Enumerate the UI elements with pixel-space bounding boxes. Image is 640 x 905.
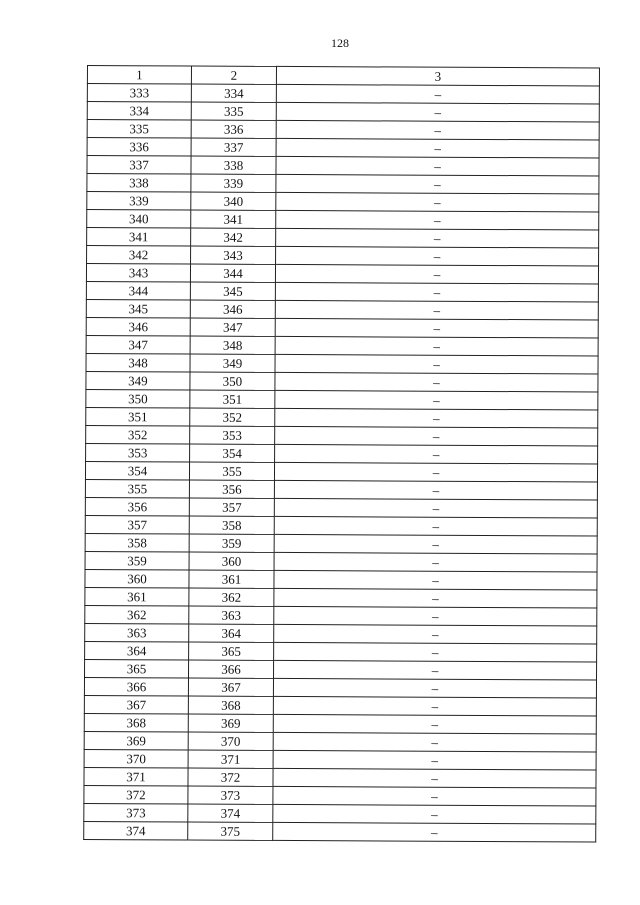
table-cell-col-2: 369 [188, 714, 273, 732]
table-cell-col-3: – [275, 408, 598, 428]
table-cell-col-2: 361 [189, 570, 274, 588]
column-header-1: 1 [87, 66, 191, 85]
table-cell-col-3: – [276, 210, 599, 230]
table-cell-col-2: 373 [188, 786, 273, 804]
table-cell-col-2: 357 [189, 498, 274, 516]
table-cell-col-3: – [275, 318, 598, 338]
table-cell-col-3: – [274, 606, 597, 626]
table-cell-col-1: 336 [87, 138, 191, 157]
table-cell-col-1: 342 [87, 246, 191, 265]
table-cell-col-1: 371 [84, 767, 188, 786]
table-cell-col-1: 356 [85, 497, 189, 516]
table-cell-col-3: – [275, 354, 598, 374]
table-cell-col-1: 344 [86, 281, 190, 300]
table-cell-col-2: 334 [191, 84, 276, 102]
table-cell-col-1: 361 [85, 587, 189, 606]
table-cell-col-3: – [275, 426, 598, 446]
table-cell-col-1: 350 [86, 389, 190, 408]
table-cell-col-3: – [274, 570, 597, 590]
table-cell-col-3: – [276, 102, 599, 122]
table-cell-col-1: 367 [84, 695, 188, 714]
table-cell-col-2: 344 [190, 264, 275, 282]
table-cell-col-3: – [276, 192, 599, 212]
table-cell-col-2: 350 [190, 372, 275, 390]
column-header-3: 3 [276, 66, 599, 86]
table-cell-col-1: 369 [84, 731, 188, 750]
table-cell-col-1: 353 [86, 443, 190, 462]
table-cell-col-3: – [273, 732, 596, 752]
table-cell-col-2: 367 [188, 678, 273, 696]
table-cell-col-3: – [276, 156, 599, 176]
table-cell-col-3: – [275, 282, 598, 302]
table-cell-col-1: 365 [85, 659, 189, 678]
table-cell-col-3: – [273, 714, 596, 734]
table-cell-col-2: 356 [189, 480, 274, 498]
table-cell-col-2: 343 [191, 246, 276, 264]
table-cell-col-1: 352 [86, 425, 190, 444]
table-cell-col-1: 340 [87, 210, 191, 229]
table-cell-col-1: 366 [84, 677, 188, 696]
table-cell-col-3: – [273, 786, 596, 806]
table-cell-col-2: 374 [188, 804, 273, 822]
table-cell-col-2: 360 [189, 552, 274, 570]
table-cell-col-1: 339 [87, 192, 191, 211]
table-cell-col-2: 375 [188, 822, 273, 840]
table-cell-col-2: 355 [189, 462, 274, 480]
table-cell-col-3: – [274, 534, 597, 554]
table-cell-col-2: 358 [189, 516, 274, 534]
table-cell-col-1: 341 [87, 228, 191, 247]
table-cell-col-1: 354 [85, 461, 189, 480]
table-cell-col-3: – [276, 138, 599, 158]
table-cell-col-1: 347 [86, 335, 190, 354]
table-cell-col-2: 359 [189, 534, 274, 552]
table-cell-col-3: – [273, 750, 596, 770]
table-cell-col-2: 349 [190, 354, 275, 372]
table-cell-col-2: 365 [189, 642, 274, 660]
table-cell-col-2: 346 [190, 300, 275, 318]
page-number: 128 [331, 36, 349, 50]
table-cell-col-2: 363 [189, 606, 274, 624]
table-cell-col-1: 370 [84, 749, 188, 768]
table-cell-col-3: – [276, 174, 599, 194]
table-cell-col-1: 364 [85, 641, 189, 660]
data-table [83, 65, 600, 842]
table-cell-col-3: – [274, 642, 597, 662]
table-cell-col-2: 366 [189, 660, 274, 678]
table-cell-col-2: 362 [189, 588, 274, 606]
table-cell-col-2: 371 [188, 750, 273, 768]
table-cell-col-3: – [275, 300, 598, 320]
table-cell-col-1: 333 [87, 84, 191, 103]
table-cell-col-1: 334 [87, 102, 191, 121]
table-row [84, 821, 596, 842]
table-cell-col-2: 351 [190, 390, 275, 408]
table-cell-col-1: 373 [84, 803, 188, 822]
table-cell-col-1: 358 [85, 533, 189, 552]
table-cell-col-1: 348 [86, 353, 190, 372]
table-cell-col-1: 338 [87, 174, 191, 193]
table-cell-col-1: 355 [85, 479, 189, 498]
table-cell-col-3: – [273, 768, 596, 788]
table-cell-col-3: – [274, 660, 597, 680]
table-cell-col-1: 362 [85, 605, 189, 624]
table-cell-col-3: – [275, 390, 598, 410]
table-cell-col-2: 337 [191, 138, 276, 156]
table-body [84, 66, 600, 842]
table-cell-col-2: 339 [191, 174, 276, 192]
table-cell-col-1: 335 [87, 120, 191, 139]
table-cell-col-1: 337 [87, 156, 191, 175]
table-cell-col-3: – [275, 372, 598, 392]
table-cell-col-2: 352 [190, 408, 275, 426]
table-cell-col-2: 364 [189, 624, 274, 642]
table-cell-col-2: 354 [190, 444, 275, 462]
table-cell-col-2: 341 [191, 210, 276, 228]
table-cell-col-1: 368 [84, 713, 188, 732]
table-cell-col-2: 353 [190, 426, 275, 444]
table-cell-col-3: – [276, 228, 599, 248]
table-cell-col-2: 345 [190, 282, 275, 300]
table-cell-col-1: 360 [85, 569, 189, 588]
table-cell-col-1: 346 [86, 317, 190, 336]
table-cell-col-3: – [274, 588, 597, 608]
table-cell-col-1: 372 [84, 785, 188, 804]
table-cell-col-1: 343 [86, 264, 190, 283]
table-cell-col-3: – [273, 696, 596, 716]
table-cell-col-2: 370 [188, 732, 273, 750]
table-cell-col-3: – [276, 84, 599, 104]
table-cell-col-1: 345 [86, 299, 190, 318]
table-cell-col-3: – [274, 552, 597, 572]
table-cell-col-3: – [274, 516, 597, 536]
table-cell-col-1: 363 [85, 623, 189, 642]
table-cell-col-2: 342 [191, 228, 276, 246]
table-cell-col-2: 347 [190, 318, 275, 336]
table-cell-col-2: 338 [191, 156, 276, 174]
table-cell-col-2: 336 [191, 120, 276, 138]
table-cell-col-2: 368 [188, 696, 273, 714]
table-cell-col-2: 340 [191, 192, 276, 210]
table-cell-col-1: 349 [86, 371, 190, 390]
table-cell-col-2: 372 [188, 768, 273, 786]
column-header-2: 2 [191, 66, 276, 84]
table-cell-col-2: 348 [190, 336, 275, 354]
table-cell-col-3: – [275, 336, 598, 356]
table-cell-col-3: – [273, 822, 596, 842]
table-cell-col-3: – [275, 444, 598, 464]
table-cell-col-3: – [275, 264, 598, 284]
table-cell-col-1: 357 [85, 515, 189, 534]
table-cell-col-2: 335 [191, 102, 276, 120]
table-cell-col-3: – [273, 804, 596, 824]
table-cell-col-3: – [276, 120, 599, 140]
table-cell-col-3: – [274, 480, 597, 500]
table-cell-col-1: 359 [85, 551, 189, 570]
table-cell-col-3: – [274, 498, 597, 518]
table-cell-col-3: – [274, 462, 597, 482]
table-cell-col-3: – [276, 246, 599, 266]
table-cell-col-1: 374 [84, 821, 188, 840]
table-cell-col-3: – [273, 678, 596, 698]
table-cell-col-1: 351 [86, 407, 190, 426]
table-cell-col-3: – [274, 624, 597, 644]
